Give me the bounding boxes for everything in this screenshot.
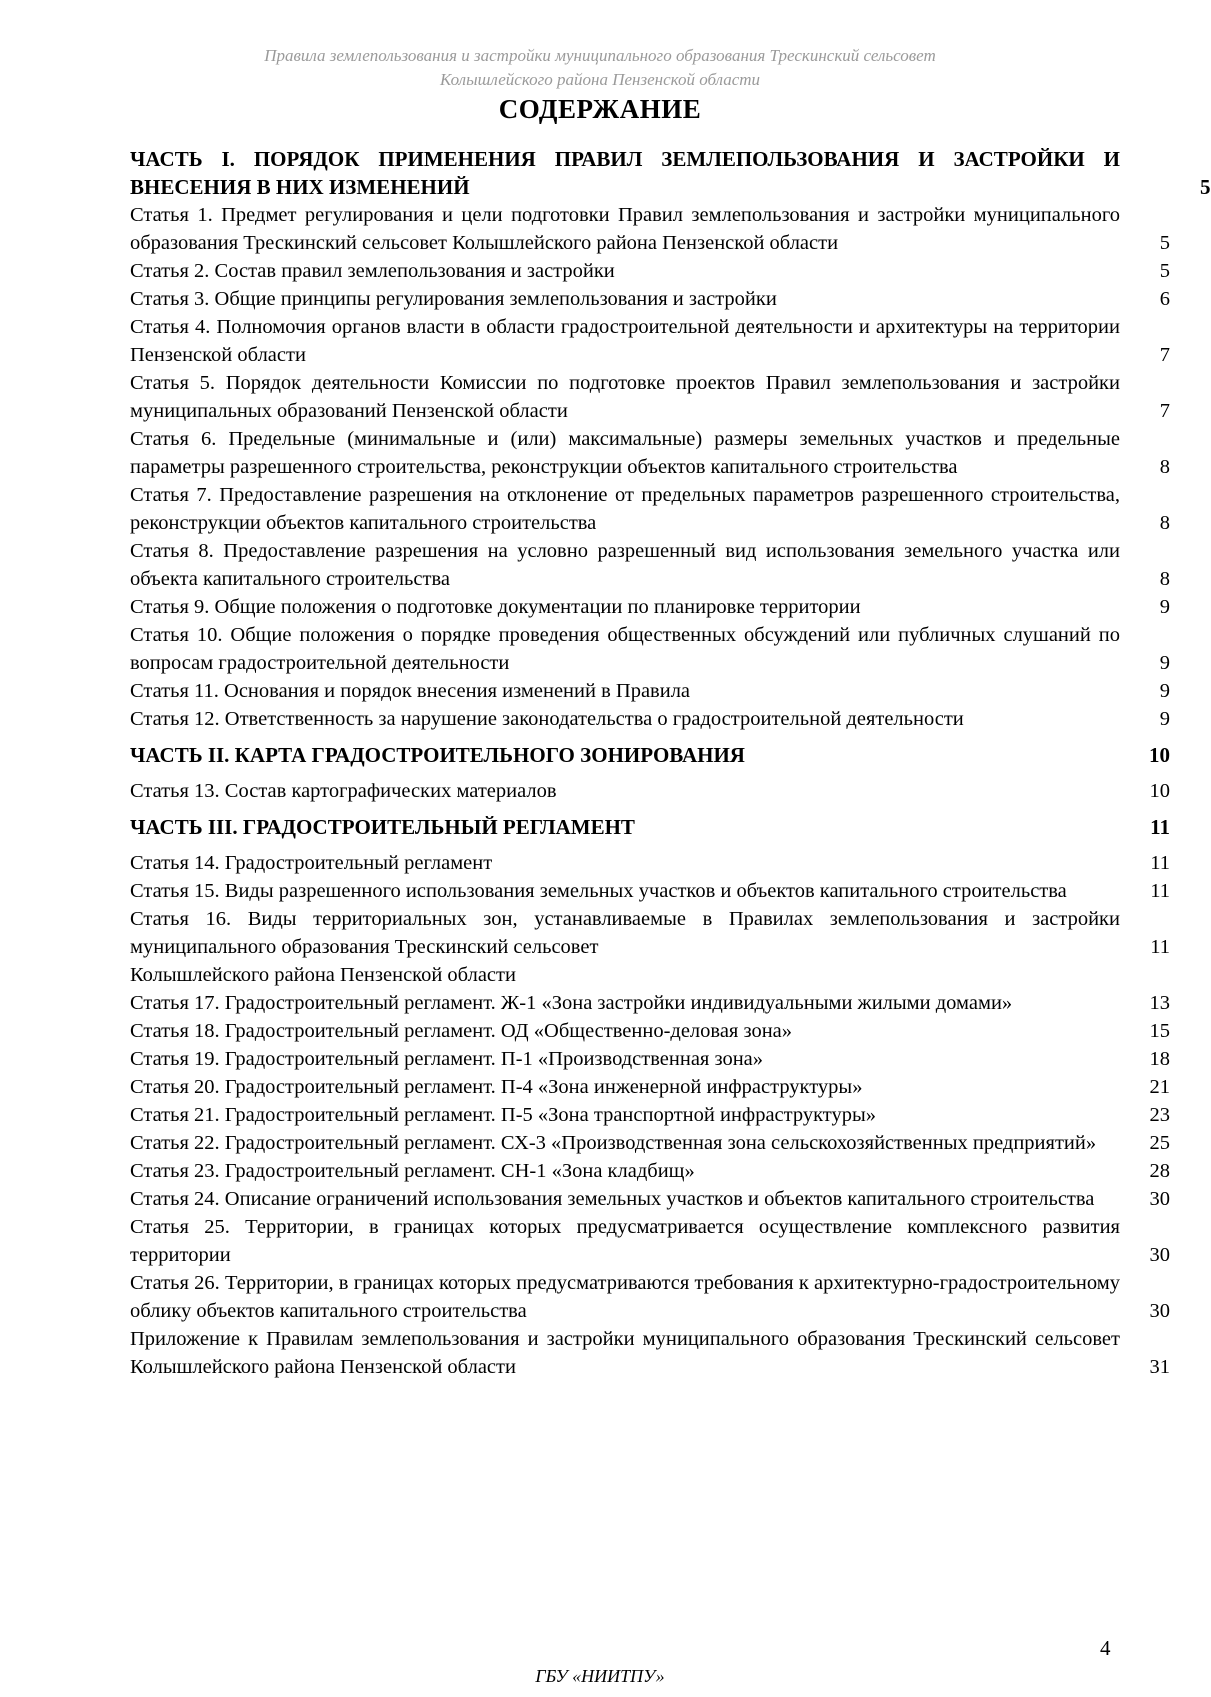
toc-entry-text: Статья 12. Ответственность за нарушение законодательства о градостроительной деятельности [130,708,964,730]
toc-page-number: 28 [1149,1160,1170,1182]
toc-entry-text: Статья 16. Виды территориальных зон, устанавливаемые в Правилах землепользования и застройки муниципального образования Трескинский сельсовет [130,908,1120,958]
toc-entry-text: Статья 26. Территории, в границах которых предусматриваются требования к архитектурно-градостроительному облику объектов капитального строительства [130,1272,1120,1322]
toc-page-number: 9 [1159,680,1170,702]
toc-row [130,1185,1170,1213]
page-number: 4 [1100,1636,1111,1660]
toc-page-number: 9 [1159,652,1170,674]
toc-row [130,285,1170,313]
toc-page-number: 30 [1149,1300,1170,1322]
toc-row [130,905,1170,961]
toc-entry-text: Статья 3. Общие принципы регулирования землепользования и застройки [130,288,777,310]
toc-row [130,201,1170,257]
toc-row [130,849,1170,877]
toc-row [130,425,1170,481]
toc-row [130,1017,1170,1045]
toc-page-number: 9 [1159,708,1170,730]
toc-entry-text: Статья 4. Полномочия органов власти в области градостроительной деятельности и архитектуры на территории Пензенской области [130,316,1120,366]
toc-entry-continuation: Колышлейского района Пензенской области [130,964,516,986]
toc-page-number: 11 [1150,880,1170,902]
toc-page-number: 15 [1149,1020,1170,1042]
toc-entry-text: Статья 10. Общие положения о порядке проведения общественных обсуждений или публичных слушаний по вопросам градостроительной деятельности [130,624,1120,674]
toc-entry-text: Статья 9. Общие положения о подготовке документации по планировке территории [130,596,861,618]
running-header-line-1: Правила землепользования и застройки муниципального образования Трескинский сельсовет [264,46,936,65]
toc-entry-text: Статья 8. Предоставление разрешения на условно разрешенный вид использования земельного участка или объекта капитального строительства [130,540,1120,590]
toc-row [130,257,1170,285]
toc-entry-text: Статья 5. Порядок деятельности Комиссии по подготовке проектов Правил землепользования и застройки муниципальных образований Пензенской области [130,372,1120,422]
footer-organization: ГБУ «НИИТПУ» [535,1666,665,1686]
toc-page-number: 30 [1149,1188,1170,1210]
toc-page-number: 8 [1159,512,1170,534]
toc-row [130,313,1170,369]
running-header-line-2: Колышлейского района Пензенской области [439,70,761,89]
toc-page-number: 31 [1149,1356,1170,1378]
toc-page-number: 6 [1159,288,1170,310]
toc-row [130,1269,1170,1325]
toc-page-number: 8 [1159,456,1170,478]
toc-row [130,1073,1170,1101]
toc-page-number: 7 [1159,400,1170,422]
toc-entry-text: Статья 23. Градостроительный регламент. СН-1 «Зона кладбищ» [130,1160,695,1182]
toc-page-number: 21 [1149,1076,1170,1098]
toc-row [130,1213,1170,1269]
toc-row [130,989,1170,1017]
toc-row [130,537,1170,593]
toc-part-row [130,813,1170,841]
toc-row [130,621,1170,677]
toc-entry-text: Статья 7. Предоставление разрешения на отклонение от предельных параметров разрешенного строительства, реконструкции объектов капитального строительства [130,484,1120,534]
toc-row [130,777,1170,805]
toc-entry-text: Статья 11. Основания и порядок внесения изменений в Правила [130,680,691,702]
toc-page-number: 13 [1149,992,1170,1014]
toc-entry-text: Статья 14. Градостроительный регламент [130,852,493,874]
toc-entry-text: Статья 20. Градостроительный регламент. П-4 «Зона инженерной инфраструктуры» [130,1076,863,1098]
toc-row [130,877,1170,905]
toc-page-number: 25 [1149,1132,1170,1154]
toc-page-number: 9 [1159,596,1170,618]
toc-row [130,369,1170,425]
toc-entry-text: Статья 21. Градостроительный регламент. П-5 «Зона транспортной инфраструктуры» [130,1104,876,1126]
toc-entry-text: ЧАСТЬ II. КАРТА ГРАДОСТРОИТЕЛЬНОГО ЗОНИРОВАНИЯ [130,743,745,767]
toc-page-number: 23 [1149,1104,1170,1126]
toc-entry-text: Статья 15. Виды разрешенного использования земельных участков и объектов капитального строительства [130,880,1067,902]
toc-page-number: 11 [1150,936,1170,958]
toc-row [130,593,1170,621]
toc-entry-text: ЧАСТЬ III. ГРАДОСТРОИТЕЛЬНЫЙ РЕГЛАМЕНТ [130,815,635,839]
toc-page-number: 10 [1149,780,1170,802]
toc-entry-text: Статья 25. Территории, в границах которых предусматривается осуществление комплексного развития территории [130,1216,1120,1266]
toc-page-number: 5 [1159,232,1170,254]
toc-entry-text: Статья 1. Предмет регулирования и цели подготовки Правил землепользования и застройки муниципального образования Трескинский сельсовет Колышлейского района Пензенской области [130,204,1120,254]
toc-row [130,481,1170,537]
toc-entry-text: Приложение к Правилам землепользования и застройки муниципального образования Трескинский сельсовет Колышлейского района Пензенской области [130,1328,1120,1378]
toc-row [130,705,1170,733]
toc-row-continuation [130,961,1170,989]
toc-entry-text: Статья 6. Предельные (минимальные и (или) максимальные) размеры земельных участков и предельные параметры разрешенного строительства, реконструкции объектов капитального строительства [130,428,1120,478]
toc-row [130,1157,1170,1185]
toc-part-row [130,741,1170,769]
toc-page-number: 5 [1159,260,1170,282]
toc-entry-text: Статья 17. Градостроительный регламент. Ж-1 «Зона застройки индивидуальными жилыми домами» [130,992,1013,1014]
toc-entry-text: Статья 22. Градостроительный регламент. СХ-3 «Производственная зона сельскохозяйственных предприятий» [130,1132,1097,1154]
toc-row [130,1129,1170,1157]
toc-row [130,1101,1170,1129]
toc-row [130,677,1170,705]
toc-page-number: 5 [1200,175,1211,199]
toc-page-number: 30 [1149,1244,1170,1266]
toc-page-number: 11 [1150,852,1170,874]
toc-page-number: 10 [1149,743,1170,767]
toc-entry-text: Статья 2. Состав правил землепользования и застройки [130,260,615,282]
table-of-contents [130,145,1211,1381]
toc-page-number: 7 [1159,344,1170,366]
toc-entry-text: Статья 18. Градостроительный регламент. ОД «Общественно-деловая зона» [130,1020,793,1042]
toc-entry-text: Статья 19. Градостроительный регламент. П-1 «Производственная зона» [130,1048,764,1070]
toc-row [130,1325,1170,1381]
toc-row [130,1045,1170,1073]
toc-entry-text: Статья 13. Состав картографических материалов [130,780,557,802]
toc-part-row [130,145,1211,201]
toc-page-number: 18 [1149,1048,1170,1070]
toc-entry-text: Статья 24. Описание ограничений использования земельных участков и объектов капитального строительства [130,1188,1095,1210]
toc-page-number: 11 [1150,815,1170,839]
toc-entry-text: ЧАСТЬ I. ПОРЯДОК ПРИМЕНЕНИЯ ПРАВИЛ ЗЕМЛЕПОЛЬЗОВАНИЯ И ЗАСТРОЙКИ И ВНЕСЕНИЯ В НИХ ИЗМЕНЕНИЙ [130,147,1120,199]
toc-page-number: 8 [1159,568,1170,590]
page-title: СОДЕРЖАНИЕ [498,94,702,124]
